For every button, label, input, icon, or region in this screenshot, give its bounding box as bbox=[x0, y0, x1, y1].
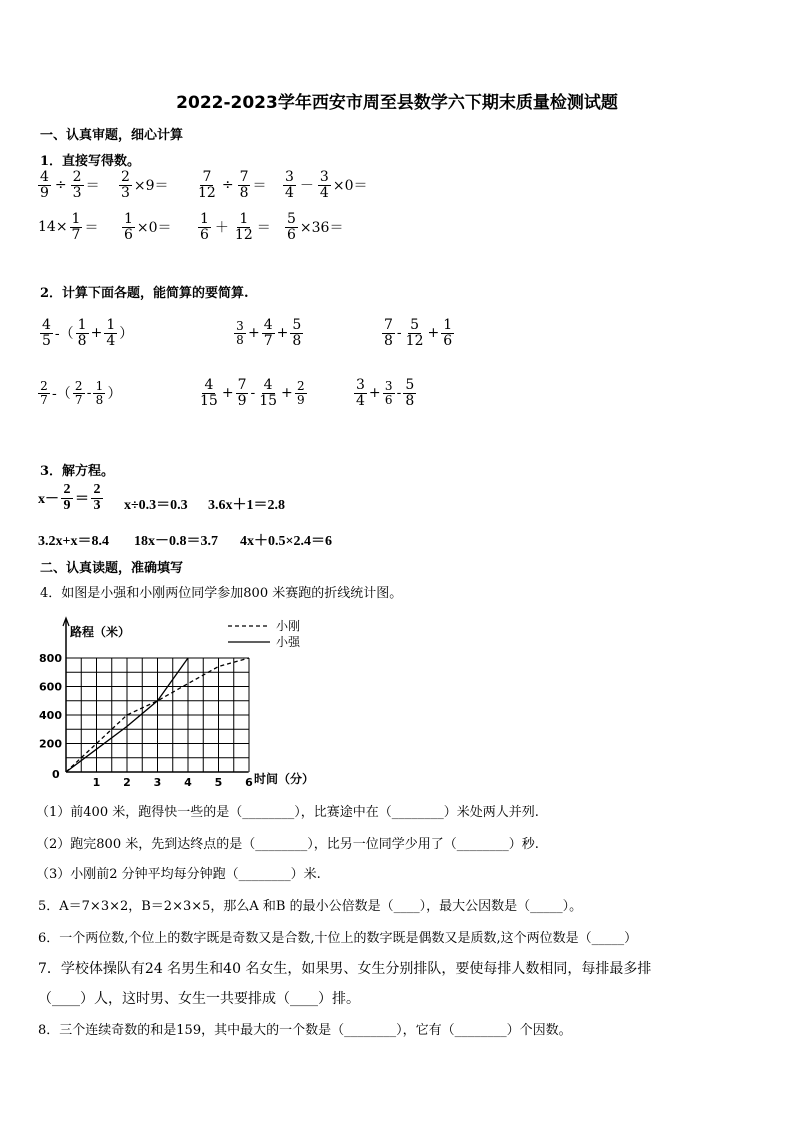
question-7-line-2: （____）人，这时男、女生一共要排成（____）排。 bbox=[38, 991, 360, 1007]
x-tick-label: 5 bbox=[214, 776, 223, 789]
x-tick-label: 2 bbox=[123, 776, 131, 789]
q3-equation-1: x－ $\frac{2}{9}$ ＝ $\frac{2}{3}$ bbox=[38, 483, 105, 513]
q1-item-3: $\frac{7}{12}$ ÷ $\frac{7}{8}$ ＝ bbox=[198, 169, 267, 201]
q1-item-2: $\frac{2}{3}$ ×9＝ bbox=[121, 169, 169, 201]
origin-label: 0 bbox=[52, 768, 60, 781]
q2-expression-3: $\frac{7}{8}$ - $\frac{5}{12}$ + $\frac{1}{6}$ bbox=[384, 317, 453, 349]
question-2-label: 2．计算下面各题，能简算的要简算. bbox=[40, 286, 249, 301]
q1-item-5: 14× $\frac{1}{7}$ ＝ bbox=[38, 211, 99, 243]
question-1-label: 1．直接写得数。 bbox=[40, 154, 141, 169]
q3-equation-3: 3.6x＋1＝2.8 bbox=[208, 498, 285, 513]
question-4-label: 4．如图是小强和小刚两位同学参加800 米赛跑的折线统计图。 bbox=[40, 586, 403, 601]
q3-equation-6: 4x＋0.5×2.4＝6 bbox=[240, 534, 332, 549]
y-tick-label: 400 bbox=[39, 709, 62, 722]
page-title: 2022-2023学年西安市周至县数学六下期末质量检测试题 bbox=[176, 93, 618, 113]
question-3-label: 3．解方程。 bbox=[40, 464, 115, 479]
question-6: 6．一个两位数,个位上的数字既是奇数又是合数,十位上的数字既是偶数又是质数,这个两位数是（_____） bbox=[38, 931, 638, 946]
legend-label: 小刚 bbox=[276, 619, 301, 633]
x-tick-label: 4 bbox=[184, 776, 192, 789]
fraction: $\frac{4}{9}$ bbox=[40, 169, 49, 201]
legend-label: 小强 bbox=[276, 635, 301, 649]
q1-item-1: $\frac{4}{9}$ ÷ $\frac{2}{3}$ ＝ bbox=[40, 169, 100, 201]
section-heading-1: 一、认真审题，细心计算 bbox=[40, 128, 184, 143]
y-tick-label: 800 bbox=[39, 652, 62, 665]
q1-item-7: $\frac{1}{6}$ ＋ $\frac{1}{12}$ ＝ bbox=[200, 211, 271, 243]
question-7-line-1: 7．学校体操队有24 名男生和40 名女生，如果男、女生分别排队，要使每排人数相同，每排最多排 bbox=[38, 961, 652, 977]
q2-expression-4: $\frac{2}{7}$ -（ $\frac{2}{7}$ - $\frac{1}{8}$ ） bbox=[36, 380, 121, 406]
q2-expression-2: $\frac{3}{8}$ + $\frac{4}{7}$ + $\frac{5}{8}$ bbox=[232, 318, 305, 348]
y-tick-label: 200 bbox=[39, 737, 62, 751]
y-tick-label: 600 bbox=[39, 680, 62, 694]
question-8: 8．三个连续奇数的和是159，其中最大的一个数是（________），它有（________）个因数。 bbox=[38, 1023, 572, 1038]
q2-expression-1: $\frac{4}{5}$ -（ $\frac{1}{8}$ + $\frac{1}{4}$ ） bbox=[42, 317, 134, 349]
y-axis-title: 路程（米） bbox=[70, 625, 131, 639]
q1-item-4: $\frac{3}{4}$ － $\frac{3}{4}$ ×0＝ bbox=[285, 169, 368, 201]
q1-item-8: $\frac{5}{6}$ ×36＝ bbox=[287, 211, 344, 243]
q1-item-6: $\frac{1}{6}$ ×0＝ bbox=[124, 211, 172, 243]
x-tick-label: 3 bbox=[153, 776, 162, 789]
question-5: 5．A＝7×3×2，B＝2×3×5，那么A 和B 的最小公倍数是（____），最大公因数是（_____）。 bbox=[38, 899, 583, 914]
q4-sub-question-1: （1）前400 米，跑得快一些的是（________），比赛途中在（________）米处两人并列. bbox=[36, 805, 539, 820]
q3-equation-4: 3.2x+x＝8.4 bbox=[38, 534, 109, 549]
x-axis-title: 时间（分） bbox=[254, 772, 315, 786]
q4-sub-question-3: （3）小刚前2 分钟平均每分钟跑（________）米. bbox=[36, 867, 321, 882]
q2-expression-6: $\frac{3}{4}$ + $\frac{3}{6}$ - $\frac{5}{8}$ bbox=[356, 377, 415, 409]
x-tick-label: 6 bbox=[245, 776, 253, 789]
q3-equation-5: 18x－0.8＝3.7 bbox=[134, 534, 218, 549]
q3-equation-2: x÷0.3＝0.3 bbox=[124, 498, 188, 513]
q4-sub-question-2: （2）跑完800 米，先到达终点的是（________），比另一位同学少用了（________）秒. bbox=[36, 837, 539, 852]
q2-expression-5: $\frac{4}{15}$ + $\frac{7}{9}$ - $\frac{4}{15}$ + $\frac{2}{9}$ bbox=[196, 378, 309, 408]
section-heading-2: 二、认真读题，准确填写 bbox=[40, 561, 184, 576]
x-tick-label: 1 bbox=[92, 776, 101, 789]
line-chart bbox=[30, 612, 350, 792]
